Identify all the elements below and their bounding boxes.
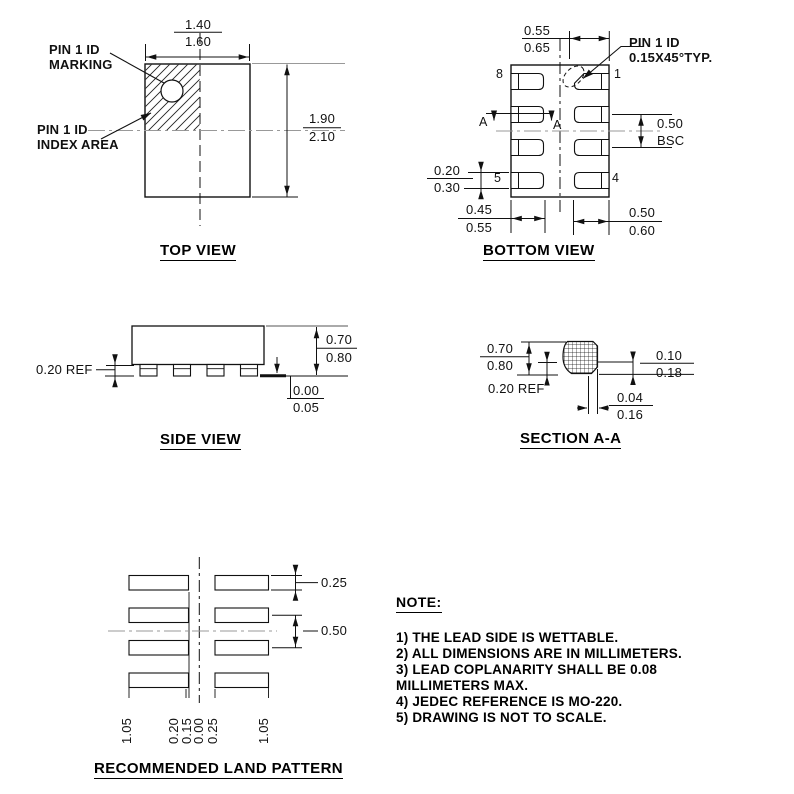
pin-number-8: 8	[496, 67, 504, 81]
pin1-index-label-line1: PIN 1 ID	[37, 122, 88, 137]
section-height-min: 0.70	[486, 340, 514, 356]
pin1-id-label-line2: 0.15X45°TYP.	[629, 50, 713, 65]
bottom-pad-top-min: 0.55	[523, 23, 551, 38]
bottom-pad-right-min: 0.50	[628, 205, 656, 220]
section-flank-step-max: 0.16	[616, 406, 644, 422]
section-flank-step-min: 0.04	[616, 390, 644, 405]
bottom-pad-left-max: 0.55	[465, 219, 493, 235]
top-view-width-max: 1.60	[184, 33, 212, 49]
note-line-5: 5) DRAWING IS NOT TO SCALE.	[396, 710, 607, 725]
section-height-max: 0.80	[486, 358, 514, 373]
bottom-view-title: BOTTOM VIEW	[483, 242, 595, 259]
note-line-2: 2) ALL DIMENSIONS ARE IN MILLIMETERS.	[396, 646, 682, 661]
pin-number-4: 4	[612, 171, 620, 185]
bottom-pad-width-max: 0.30	[433, 180, 461, 195]
bottom-pitch-value: 0.50	[657, 116, 684, 131]
section-aa-title: SECTION A-A	[520, 430, 622, 447]
bottom-pitch-ref: BSC	[657, 133, 685, 148]
bottom-pad-left-min: 0.45	[465, 202, 493, 217]
side-height-max: 0.80	[325, 349, 353, 365]
pin1-index-label-line2: INDEX AREA	[37, 137, 119, 152]
land-pad-height: 0.25	[321, 575, 348, 590]
section-marker-a-right: A	[553, 118, 562, 132]
side-height-min: 0.70	[325, 332, 353, 347]
section-marker-a-left: A	[479, 115, 488, 129]
pin1-marking-label-line1: PIN 1 ID	[49, 42, 100, 57]
top-view-height-min: 1.90	[308, 111, 336, 126]
land-ruler-1: 1.05	[119, 717, 134, 744]
note-line-1: 1) THE LEAD SIDE IS WETTABLE.	[396, 630, 619, 645]
land-ruler-6: 1.05	[256, 717, 271, 744]
side-standoff-max: 0.05	[292, 399, 320, 415]
section-flank-height-min: 0.10	[655, 348, 683, 363]
land-pattern-drawing	[108, 557, 318, 703]
section-ref: 0.20 REF	[488, 381, 545, 396]
land-ruler-4: 0.00	[190, 717, 206, 744]
side-lead-ref: 0.20 REF	[36, 362, 93, 377]
pin-number-1: 1	[614, 67, 622, 81]
bottom-pad-top-max: 0.65	[523, 40, 551, 55]
top-view-title: TOP VIEW	[160, 242, 236, 259]
note-line-3: 3) LEAD COPLANARITY SHALL BE 0.08	[396, 662, 658, 677]
note-line-4: 4) JEDEC REFERENCE IS MO-220.	[396, 694, 623, 709]
land-pattern-title: RECOMMENDED LAND PATTERN	[94, 760, 344, 777]
pin1-marking-label-line2: MARKING	[49, 57, 113, 72]
side-view-title: SIDE VIEW	[160, 431, 242, 448]
land-ruler-3: 0.15	[178, 717, 194, 744]
note-line-3b: MILLIMETERS MAX.	[396, 678, 529, 693]
top-view-width-min: 1.40	[184, 17, 212, 32]
land-pitch: 0.50	[321, 623, 348, 638]
bottom-pad-width-min: 0.20	[433, 162, 461, 178]
top-view-height-max: 2.10	[308, 129, 336, 144]
notes-title: NOTE:	[396, 595, 442, 613]
pin1-id-label-line1: PIN 1 ID	[629, 35, 680, 50]
land-ruler-5: 0.25	[205, 717, 220, 744]
side-standoff-min: 0.00	[292, 383, 320, 398]
bottom-pad-right-max: 0.60	[628, 222, 656, 238]
pin-number-5: 5	[494, 171, 502, 185]
land-ruler-2: 0.20	[166, 717, 181, 744]
section-flank-height-max: 0.18	[655, 365, 683, 380]
